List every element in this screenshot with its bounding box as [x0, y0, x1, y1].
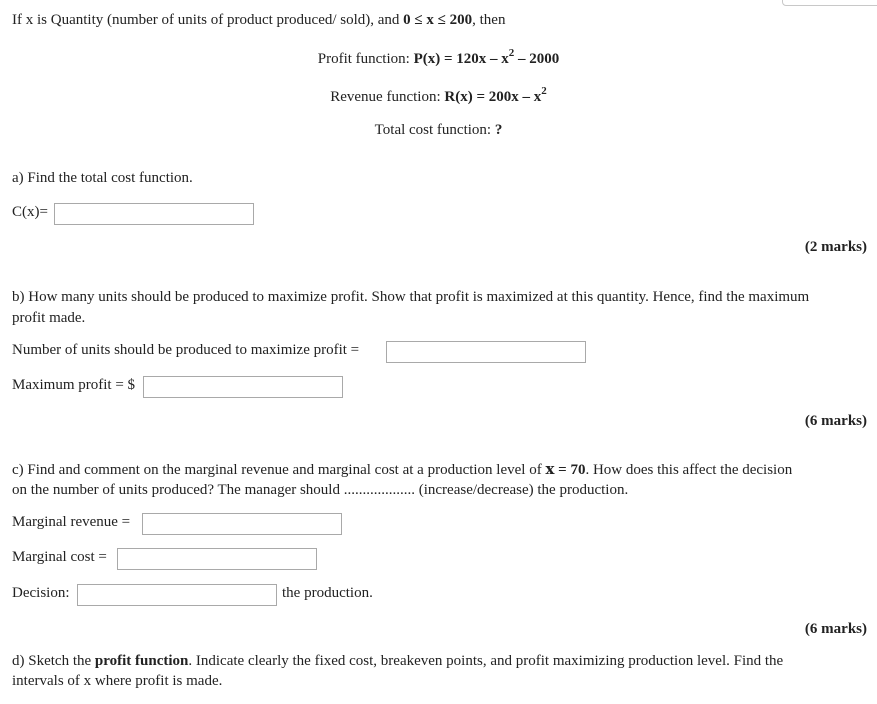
part-c-marks: (6 marks): [804, 621, 867, 637]
units-input[interactable]: [386, 341, 586, 363]
profit-function: Profit function: $P(x) = 120x - x^2 - 2000$: [317, 47, 560, 67]
intro-text: If x is Quantity (number of units of product produced/ sold), and 0 ≤ x ≤ 200, then: [12, 12, 506, 28]
part-b-question-line2: profit made.: [12, 310, 86, 326]
decision-suffix: the production.: [282, 585, 373, 601]
marginal-cost-label: Marginal cost =: [12, 549, 107, 565]
cost-field-label: C(x)=: [12, 204, 48, 220]
part-d-question-line2: intervals of x where profit is made.: [12, 673, 223, 689]
part-a-question: a) Find the total cost function.: [12, 170, 193, 186]
units-label: Number of units should be produced to maximize profit =: [12, 342, 360, 358]
marginal-cost-input[interactable]: [117, 548, 317, 570]
cost-function: Total cost function: ?: [374, 122, 503, 138]
cost-function-input[interactable]: [54, 203, 254, 225]
marginal-revenue-input[interactable]: [142, 513, 342, 535]
max-profit-input[interactable]: [143, 376, 343, 398]
part-c-question-line1: c) Find and comment on the marginal revenue and marginal cost at a production level of x = 70. How does this affect the decision: [12, 460, 793, 478]
part-d-question-line1: d) Sketch the profit function. Indicate clearly the fixed cost, breakeven points, and profit maximizing production level. Find the: [12, 653, 784, 669]
revenue-function: Revenue function: $R(x) = 200x - x^2$: [330, 85, 547, 105]
x-symbol: x: [545, 460, 555, 478]
decision-input[interactable]: [77, 584, 277, 606]
marginal-revenue-label: Marginal revenue =: [12, 514, 131, 530]
part-b-marks: (6 marks): [804, 413, 867, 429]
part-c-question-line2: on the number of units produced? The manager should ................... (increase/decrease) the production.: [12, 482, 629, 498]
decision-label: Decision:: [12, 585, 70, 601]
window-corner-edge: [782, 0, 877, 6]
blank-dots: ...................: [343, 482, 415, 498]
max-profit-label: Maximum profit = $: [12, 377, 136, 393]
part-b-question-line1: b) How many units should be produced to maximize profit. Show that profit is maximized at this quantity. Hence, find the maximum: [12, 289, 810, 305]
quantity-range: 0 ≤ x ≤ 200: [403, 12, 473, 28]
part-a-marks: (2 marks): [804, 239, 867, 255]
